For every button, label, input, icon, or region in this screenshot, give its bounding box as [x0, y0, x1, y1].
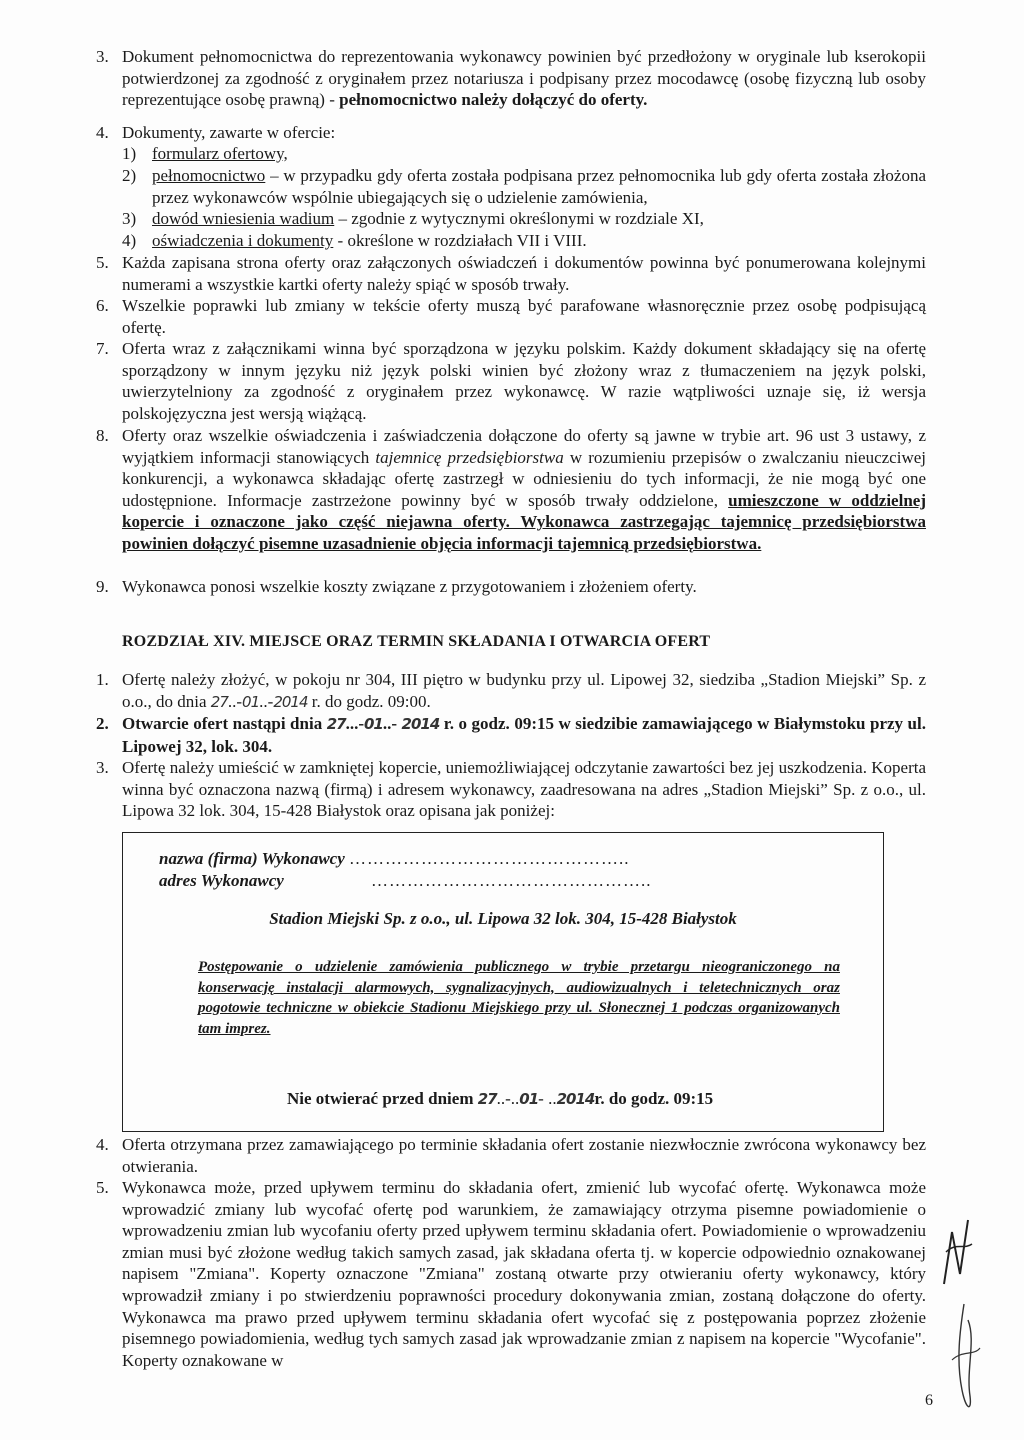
- sub-item-underlined: pełnomocnictwo: [152, 166, 266, 185]
- contractor-address-label: adres Wykonawcy: [159, 871, 284, 890]
- item-number: 7.: [96, 339, 109, 358]
- item-number: 4.: [96, 1135, 109, 1154]
- chapter-heading: ROZDZIAŁ XIV. MIEJSCE ORAZ TERMIN SKŁADANIA I OTWARCIA OFERT: [122, 633, 711, 650]
- item-text: Wszelkie poprawki lub zmiany w tekście oferty muszą być parafowane własnoręcznie przez osobę podpisującą ofertę.: [122, 296, 926, 337]
- item-number: 4.: [96, 123, 109, 142]
- sub-item-rest: - określone w rozdziałach VII i VIII.: [333, 231, 587, 250]
- page-number: 6: [925, 1392, 933, 1409]
- item-text: [122, 669, 926, 713]
- item-text-part: r. o godz. 09:15 w siedzibie zamawiającego w Białymstoku przy ul. Lipowej 32, lok. 304.: [122, 714, 926, 756]
- envelope-label-box: [122, 832, 884, 1132]
- item-number: 3.: [96, 47, 109, 66]
- item-text-bold-underlined: umieszczone w oddzielnej kopercie i oznaczone jako część niejawna oferty. Wykonawca zastrzegając tajemnicę przedsiębiorstwa powinien dołączyć pisemne uzasadnienie objęcia informacji tajemnicą przedsiębiorstwa.: [122, 490, 926, 553]
- date-separator: ..-: [382, 714, 402, 733]
- contractor-name-line: [159, 849, 630, 869]
- initials-signature-icon: [938, 1212, 978, 1292]
- contractor-name-blank: ………………………………………..: [349, 849, 630, 868]
- item-text: [122, 713, 926, 757]
- item-text: Dokumenty, zawarte w ofercie:: [122, 123, 336, 142]
- sub-item-number: 2): [122, 166, 137, 185]
- item-text-part: Dokument pełnomocnictwa do reprezentowania wykonawcy powinien być przedłożony w oryginale lub kserokopii potwierdzonej za zgodność z oryginałem przez notariusza i podpisany przez mocodawcę (osobę fizyczną lub osoby reprezentujące osobę prawną) -: [122, 47, 926, 110]
- sub-item-text: [152, 165, 926, 208]
- sub-item-text: [152, 230, 926, 252]
- item-text: Oferta wraz z załącznikami winna być sporządzona w języku polskim. Każdy dokument składający się na ofertę sporządzony w innym języku niż język polski winien być złożony wraz z tłumaczeniem na język polski, uwierzytelniony za zgodność z oryginałem przez wykonawcę. W razie wątpliwości uznaje się, iż wersja polskojęzyczna jest wersją wiążącą.: [122, 339, 926, 423]
- do-not-open-label: Nie otwierać przed dniem: [287, 1089, 478, 1108]
- item-number: 5.: [96, 1178, 109, 1197]
- item-text-part: w rozumieniu przepisów o zwalczaniu nieuczciwej konkurencji, a wykonawca składając ofertę zastrzegł w odniesieniu do tych informacji, że nie mogą być one udostępnione. Informacje zastrzeżone powinny być w sposób trwały oddzielone,: [122, 447, 926, 510]
- sub-item-3: [122, 208, 926, 230]
- sub-item-rest: – w przypadku gdy oferta została podpisana przez pełnomocnika lub gdy oferta została złożona przez wykonawców wspólnie ubiegających się o udzielenie zamówienia,: [152, 166, 926, 207]
- do-not-open-line: [287, 1089, 713, 1109]
- contractor-name-label: nazwa (firma) Wykonawcy: [159, 849, 345, 868]
- recipient-address: Stadion Miejski Sp. z o.o., ul. Lipowa 32 lok. 304, 15-428 Białystok: [269, 909, 737, 928]
- item-number: 2.: [96, 714, 109, 733]
- chapter-item-3: [96, 757, 926, 822]
- date-separator: ..-: [227, 691, 243, 711]
- item-text-part: Otwarcie ofert nastąpi dnia: [122, 714, 327, 733]
- item-number: 1.: [96, 670, 109, 689]
- item-text: Każda zapisana strona oferty oraz załączonych oświadczeń i dokumentów powinna być ponumerowana kolejnymi numerami a wszystkie kartki oferty należy spiąć w sposób trwały.: [122, 253, 926, 294]
- date-separator: ...-: [345, 714, 364, 733]
- list-item-8: [96, 425, 926, 555]
- procurement-subject: Postępowanie o udzielenie zamówienia publicznego w trybie przetargu nieograniczonego na konserwację instalacji alarmowych, sygnalizacyjnych, audiowizualnych i teletechnicznych oraz pogotowie techniczne w obiekcie Stadionu Miejskiego przy ul. Słonecznej 1 podczas organizowanych tam imprez.: [198, 959, 840, 1037]
- handwritten-year: 2014: [273, 692, 308, 711]
- chapter-item-4: [96, 1134, 926, 1177]
- chapter-item-5: [96, 1177, 926, 1371]
- item-number: 8.: [96, 426, 109, 445]
- date-separator: ..-: [259, 691, 274, 711]
- handwritten-month: 01: [519, 1090, 539, 1108]
- sub-item-number: 3): [122, 209, 137, 228]
- list-item-3: [96, 46, 926, 111]
- sub-item-text: [152, 143, 926, 165]
- chapter-item-1: [96, 669, 926, 713]
- item-text-part: Ofertę należy złożyć, w pokoju nr 304, III piętro w budynku przy ul. Lipowej 32, siedziba „Stadion Miejski” Sp. z o.o., do dnia: [122, 670, 926, 711]
- sub-item-1: [122, 143, 926, 165]
- list-item-9: [96, 576, 926, 598]
- contractor-address-line: [159, 871, 652, 891]
- sub-item-number: 4): [122, 231, 137, 250]
- sub-item-2: [122, 165, 926, 208]
- item-text-part: Oferty oraz wszelkie oświadczenia i zaświadczenia dołączone do oferty są jawne w trybie art. 96 ust 3 ustawy, z wyjątkiem informacji stanowiących: [122, 426, 926, 467]
- item-text: [122, 46, 926, 111]
- sub-item-4: [122, 230, 926, 252]
- item-text-bold: pełnomocnictwo należy dołączyć do oferty.: [339, 90, 648, 110]
- paraph-signature-icon: [946, 1300, 986, 1420]
- item-text-italic: tajemnicę przedsiębiorstwa: [375, 447, 564, 467]
- handwritten-day: 27: [326, 715, 346, 733]
- list-item-6: [96, 295, 926, 338]
- item-text: Wykonawca może, przed upływem terminu do składania ofert, zmienić lub wycofać ofertę. Wykonawca może wprowadzić zmiany lub wycofać ofertę pod warunkiem, że zamawiający otrzyma pisemne powiadomienie o wprowadzeniu zmian lub wycofaniu oferty przed upływem terminu składania ofert. Powiadomienie o wprowadzeniu zmian musi być złożone według takich samych zasad, jak składana oferta tj. w kopercie odpowiednio oznakowanej napisem "Zmiana". Koperty oznaczone "Zmiana" zostaną otwarte przy otwieraniu oferty wykonawcy, który wprowadził zmiany i po stwierdzeniu poprawności procedury dokonywania zmian, zostaną dołączone do oferty. Wykonawca ma prawo przed upływem terminu składania ofert wycofać się z postępowania poprzez złożenie pisemnego powiadomienia, według tych samych zasad jak wprowadzanie zmian z napisem na kopercie "Wycofanie". Koperty oznakowane w: [122, 1178, 926, 1370]
- sub-item-number: 1): [122, 144, 137, 163]
- handwritten-day: 27: [477, 1090, 497, 1108]
- handwritten-month: 01: [364, 715, 383, 733]
- do-not-open-time: r. do godz. 09:15: [594, 1089, 714, 1108]
- handwritten-month: 01: [242, 692, 260, 711]
- date-separator: - ..: [538, 1089, 557, 1108]
- handwritten-year: 2014: [556, 1090, 595, 1108]
- list-item-7: [96, 338, 926, 424]
- item-text: Wykonawca ponosi wszelkie koszty związane z przygotowaniem i złożeniem oferty.: [122, 577, 697, 596]
- item-number: 6.: [96, 296, 109, 315]
- chapter-item-2: [96, 713, 926, 757]
- sub-item-underlined: formularz ofertowy,: [152, 144, 288, 163]
- item-number: 9.: [96, 577, 109, 596]
- item-number: 5.: [96, 253, 109, 272]
- sub-item-rest: – zgodnie z wytycznymi określonymi w rozdziale XI,: [334, 209, 704, 228]
- sub-item-underlined: dowód wniesienia wadium: [152, 209, 335, 228]
- item-text: Oferta otrzymana przez zamawiającego po terminie składania ofert zostanie niezwłocznie zwrócona wykonawcy bez otwierania.: [122, 1135, 926, 1176]
- item-text: [122, 425, 926, 555]
- list-item-5: [96, 252, 926, 295]
- handwritten-year: 2014: [401, 715, 440, 733]
- item-number: 3.: [96, 758, 109, 777]
- list-item-4: [96, 122, 926, 144]
- sub-item-underlined: oświadczenia i dokumenty: [152, 231, 334, 250]
- item-text: Ofertę należy umieścić w zamkniętej kopercie, uniemożliwiającej odczytanie zawartości bez jej uszkodzenia. Koperta winna być oznaczona nazwą (firmą) i adresem wykonawcy, zaadresowana na adres „Stadion Miejski” Sp. z o.o., ul. Lipowa 32 lok. 304, 15-428 Białystok oraz opisana jak poniżej:: [122, 758, 926, 821]
- date-separator: ..-..: [496, 1089, 520, 1108]
- contractor-address-blank: ………………………………………..: [371, 871, 652, 890]
- handwritten-day: 27: [210, 692, 228, 711]
- item-text-part: r. do godz. 09:00.: [307, 691, 431, 711]
- sub-item-text: [152, 208, 926, 230]
